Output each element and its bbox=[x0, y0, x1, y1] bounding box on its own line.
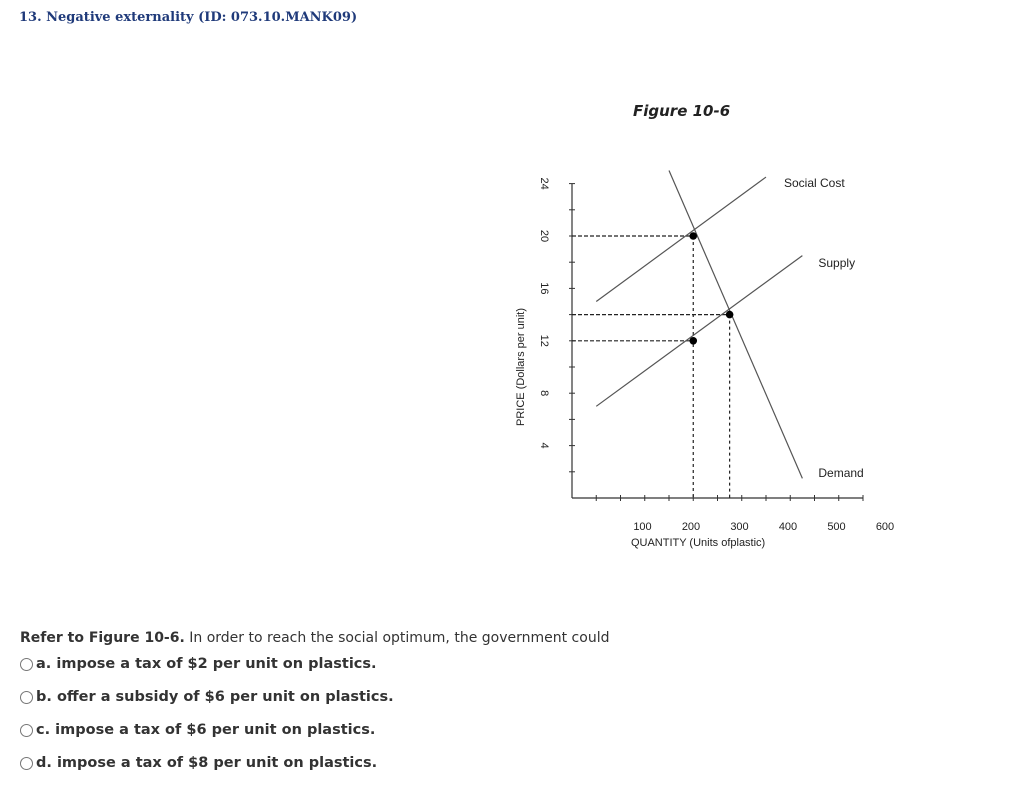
question-title: 13. Negative externality (ID: 073.10.MANK09) bbox=[19, 10, 358, 25]
option-a-letter: a. bbox=[36, 656, 52, 672]
x-tick-label: 600 bbox=[875, 521, 895, 533]
x-tick-label: 500 bbox=[827, 521, 846, 533]
y-axis-title: PRICE (Dollars per unit) bbox=[515, 308, 527, 426]
point-social-optimum bbox=[689, 232, 697, 240]
social-cost-line bbox=[596, 177, 766, 301]
point-market-equilibrium bbox=[726, 311, 734, 319]
question-prompt bbox=[20, 630, 609, 646]
prompt-text: In order to reach the social optimum, the government could bbox=[184, 630, 610, 646]
point-supply-at-optimum bbox=[689, 337, 697, 345]
supply-label: Supply bbox=[818, 256, 856, 270]
y-tick-label: 12 bbox=[538, 334, 551, 347]
x-tick-label: 100 bbox=[633, 521, 652, 533]
radio-c[interactable] bbox=[20, 724, 33, 737]
radio-a[interactable] bbox=[20, 658, 33, 671]
y-tick-label: 16 bbox=[538, 282, 551, 295]
option-d-letter: d. bbox=[36, 755, 52, 771]
radio-b[interactable] bbox=[20, 691, 33, 704]
x-tick-label: 300 bbox=[730, 521, 749, 533]
x-tick-label: 200 bbox=[681, 521, 701, 533]
x-axis-title: QUANTITY (Units ofplastic) bbox=[630, 537, 766, 549]
y-tick-label: 4 bbox=[538, 442, 551, 449]
option-b-text: offer a subsidy of $6 per unit on plastics. bbox=[56, 689, 394, 705]
figure-title: Figure 10-6 bbox=[633, 102, 731, 120]
x-tick-label: 400 bbox=[778, 521, 798, 533]
option-a[interactable] bbox=[20, 656, 377, 672]
y-tick-label: 20 bbox=[538, 229, 551, 243]
radio-d[interactable] bbox=[20, 757, 33, 770]
y-tick-label: 8 bbox=[538, 390, 551, 397]
chart bbox=[500, 160, 900, 560]
figure-reference: Refer to Figure 10-6. bbox=[20, 630, 185, 646]
demand-line bbox=[669, 171, 802, 479]
option-d[interactable] bbox=[20, 755, 377, 771]
option-c-letter: c. bbox=[36, 722, 51, 738]
y-tick-label: 24 bbox=[538, 177, 551, 190]
demand-label: Demand bbox=[818, 466, 864, 480]
social-cost-label: Social Cost bbox=[784, 176, 845, 190]
option-a-text: impose a tax of $2 per unit on plastics. bbox=[56, 656, 377, 672]
option-d-text: impose a tax of $8 per unit on plastics. bbox=[56, 755, 378, 771]
option-c[interactable] bbox=[20, 722, 375, 738]
option-b-letter: b. bbox=[36, 689, 52, 705]
option-b[interactable] bbox=[20, 689, 394, 705]
option-c-text: impose a tax of $6 per unit on plastics. bbox=[55, 722, 376, 738]
